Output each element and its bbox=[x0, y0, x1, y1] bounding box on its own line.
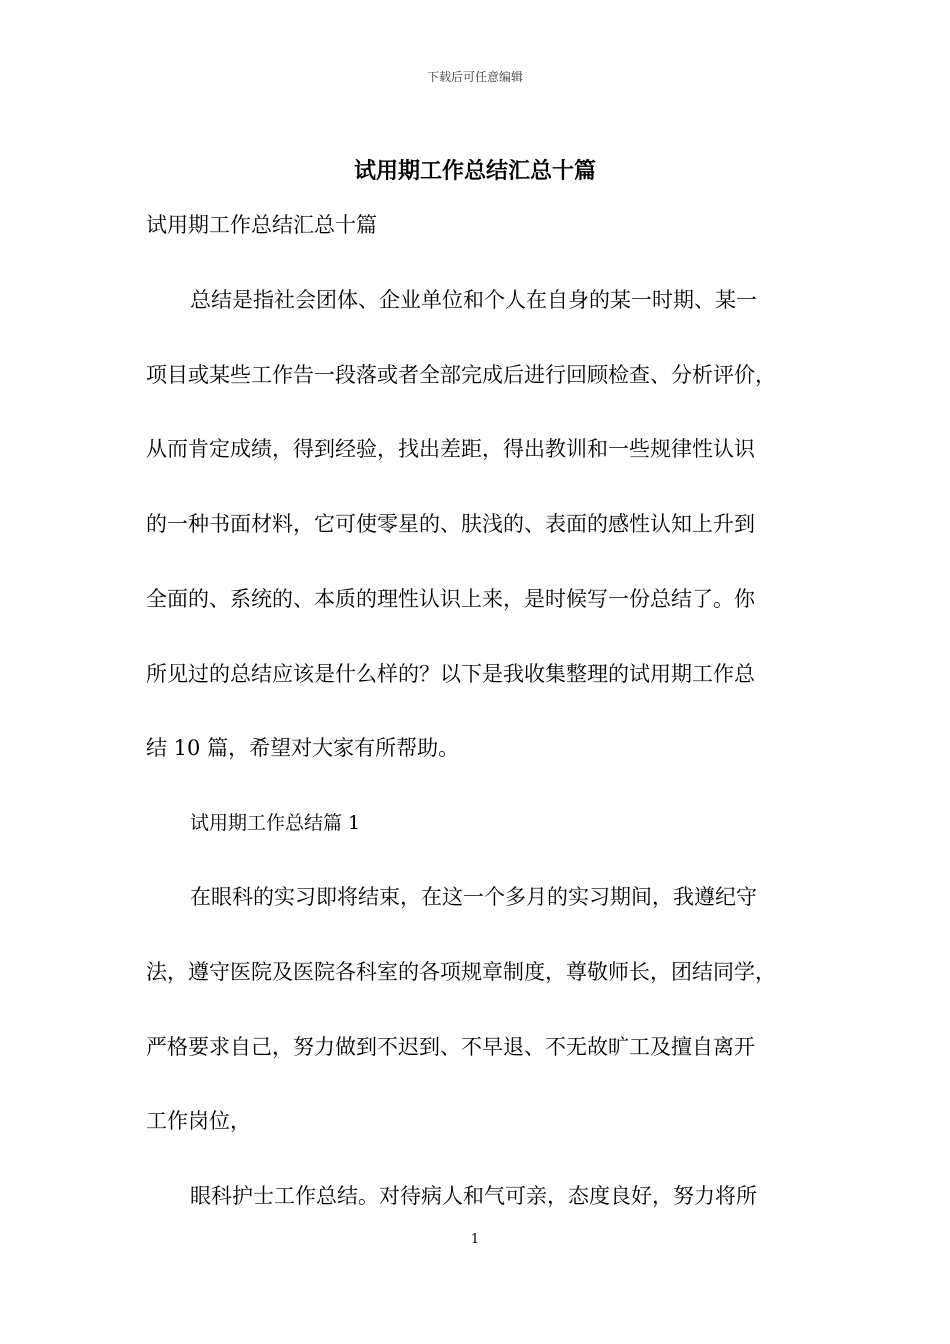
section-line-1: 在眼科的实习即将结束，在这一个多月的实习期间，我遵纪守 bbox=[190, 885, 757, 909]
intro-line-2: 项目或某些工作告一段落或者全部完成后进行回顾检查、分析评价， bbox=[146, 363, 776, 387]
section-line-3: 严格要求自己，努力做到不迟到、不早退、不无故旷工及擅自离开 bbox=[146, 1035, 755, 1059]
document-title: 试用期工作总结汇总十篇 bbox=[353, 158, 596, 184]
intro-line-4: 的一种书面材料，它可使零星的、肤浅的、表面的感性认知上升到 bbox=[146, 512, 755, 536]
intro-line-1: 总结是指社会团体、企业单位和个人在自身的某一时期、某一 bbox=[190, 288, 757, 312]
intro-line-7: 结 10 篇，希望对大家有所帮助。 bbox=[146, 736, 460, 760]
intro-line-3: 从而肯定成绩，得到经验，找出差距，得出教训和一些规律性认识 bbox=[146, 437, 755, 461]
intro-line-5: 全面的、系统的、本质的理性认识上来，是时候写一份总结了。你 bbox=[146, 587, 755, 611]
section-line-4: 工作岗位， bbox=[146, 1109, 251, 1133]
last-paragraph-line: 眼科护士工作总结。对待病人和气可亲，态度良好，努力将所 bbox=[190, 1184, 757, 1208]
section-heading: 试用期工作总结篇 1 bbox=[190, 812, 361, 834]
section-line-2: 法，遵守医院及医院各科室的各项规章制度，尊敬师长，团结同学， bbox=[146, 960, 776, 984]
intro-line-6: 所见过的总结应该是什么样的？以下是我收集整理的试用期工作总 bbox=[146, 662, 755, 686]
page-number: 1 bbox=[470, 1232, 480, 1247]
document-subtitle: 试用期工作总结汇总十篇 bbox=[146, 213, 377, 237]
header-note: 下载后可任意编辑 bbox=[426, 70, 523, 84]
